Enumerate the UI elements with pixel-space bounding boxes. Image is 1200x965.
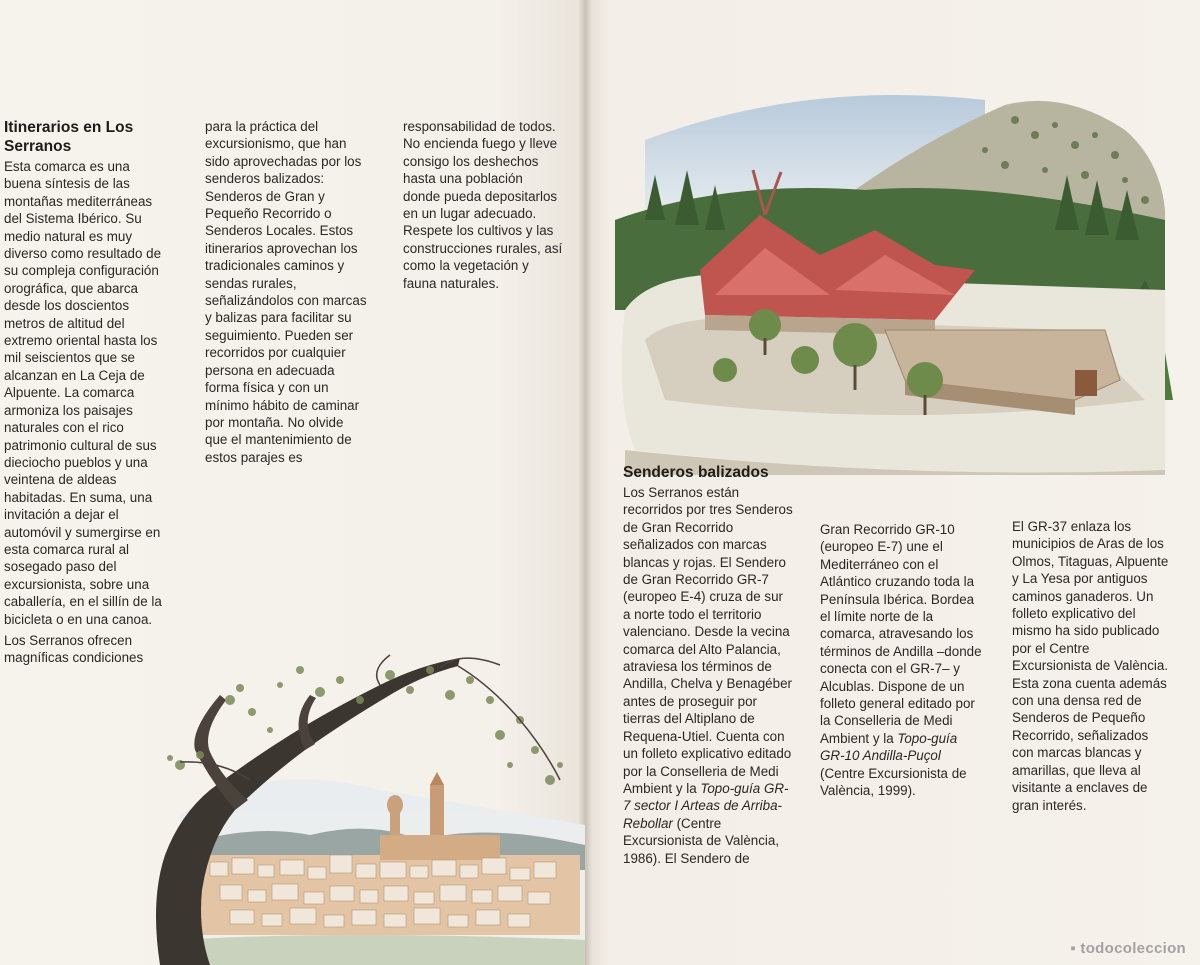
itinerarios-paragraph-4: responsabilidad de todos. No encienda fuego y lleve consigo los deshechos hasta una población donde pueda depositarlos en un lugar adecuado. Respete los cultivos y las construcciones rurales, así como la vegetación y fauna naturales. xyxy=(403,119,563,291)
itinerarios-paragraph-1: Esta comarca es una buena síntesis de las montañas mediterráneas del Sistema Ibérico. Su medio natural es muy diverso como resultado de su compleja configuración orográfica, que abarca desde los doscientos metros de altitud del extremo oriental hasta los mil seiscientos que se alcanzan en La Ceja de Alpuente. La comarca armoniza los paisajes naturales con el rico patrimonio cultural de sus dieciocho pueblos y una veintena de aldeas habitadas. En suma, una invitación a dejar el automóvil y sumergirse en esta comarca rural al sosegado paso del excursionista, sobre una caballería, en el sillín de la bicicleta o en una canoa. xyxy=(4,159,162,627)
senderos-paragraph-2 xyxy=(820,521,985,800)
senderos-paragraph-3: El GR-37 enlaza los municipios de Aras de los Olmos, Titaguas, Alpuente y La Yesa por antiguos caminos ganaderos. Un folleto explicativo del mismo ha sido publicado por el Centre Excursionista de València. Esta zona cuenta además con una densa red de Senderos de Pequeño Recorrido, señalizados con marcas blancas y amarillas, que lleva al visitante a enclaves de gran interés. xyxy=(1012,519,1169,813)
left-column-1 xyxy=(4,118,166,671)
senderos-text-1a: Los Serranos están recorridos por tres Senderos de Gran Recorrido señalizados con marcas blancas y rojas. El Sendero de Gran Recorrido GR-7 (europeo E-4) cruza de sur a norte todo el territorio valenciano. Desde la vecina comarca del Alto Palancia, atraviesa los términos de Andilla, Chelva y Benagéber antes de proseguir por tierras del Altiplano de Requena-Utiel. Cuenta con un folleto explicativo editado por la Conselleria de Medi Ambient y la xyxy=(623,485,793,796)
left-column-3 xyxy=(403,118,563,296)
itinerarios-paragraph-2: Los Serranos ofrecen magníficas condiciones xyxy=(4,632,144,666)
watermark xyxy=(1070,940,1186,957)
topo-guia-gr10-title: Topo-guía GR-10 Andilla-Puçol xyxy=(820,730,958,764)
right-column-2 xyxy=(820,521,985,804)
watermark-glyph: ▪ xyxy=(1070,940,1081,957)
right-column-3 xyxy=(1012,518,1172,818)
topo-guia-gr7-title: Topo-guía GR-7 sector I Arteas de Arriba-Rebollar xyxy=(623,780,789,831)
right-column-1 xyxy=(623,463,793,871)
senderos-text-2a: Gran Recorrido GR-10 (europeo E-7) une el Mediterráneo con el Atlántico cruzando toda la Península Ibérica. Bordea el límite norte de la comarca, atravesando los términos de Andilla –donde conecta con el GR-7– y Alcublas. Dispone de un folleto general editado por la Conselleria de Medi Ambient y la xyxy=(820,522,982,746)
olive-tree-town-illustration xyxy=(140,640,590,965)
itinerarios-heading: Itinerarios en Los Serranos xyxy=(4,119,134,155)
itinerarios-paragraph-3: para la práctica del excursionismo, que han sido aprovechadas por los senderos balizados: Senderos de Gran y Pequeño Recorrido o Senderos Locales. Estos itinerarios aprovechan los tradicionales caminos y sendas rurales, señalizándolos con marcas y balizas para facilitar su seguimiento. Pueden ser recorridos por cualquier persona en adecuada forma física y con un mínimo hábito de caminar por montaña. No olvide que el mantenimiento de estos parajes es xyxy=(205,119,367,465)
senderos-text-2b: (Centre Excursionista de València, 1999). xyxy=(820,765,967,799)
senderos-text-1b: (Centre Excursionista de València, 1986). El Sendero de xyxy=(623,815,780,866)
left-column-2 xyxy=(205,118,367,470)
watermark-text: todocoleccion xyxy=(1080,940,1186,957)
mountain-lodge-illustration xyxy=(605,80,1175,475)
senderos-heading: Senderos balizados xyxy=(623,464,769,481)
senderos-paragraph-1 xyxy=(623,484,793,867)
